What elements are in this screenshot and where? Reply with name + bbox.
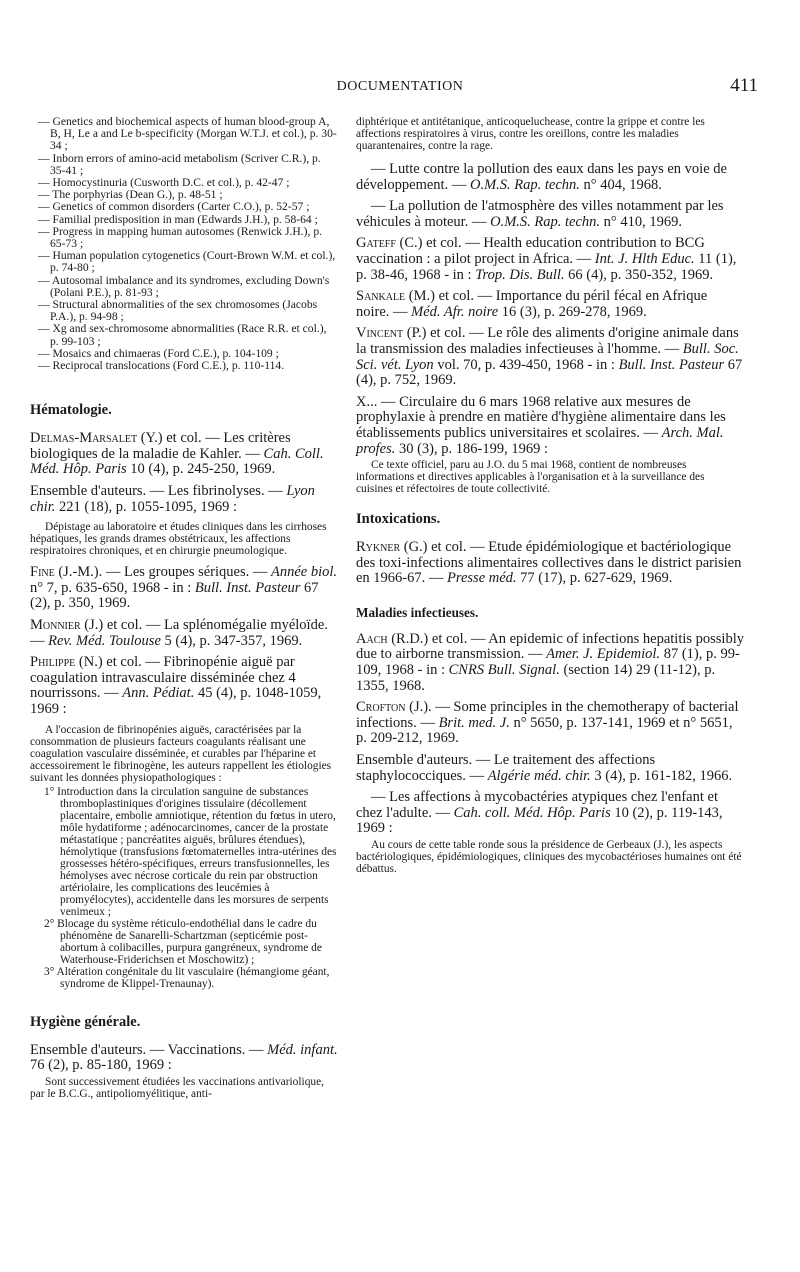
bib-entry-rykner <box>356 540 744 587</box>
bib-entry-vaccinations <box>30 1043 338 1074</box>
entry-ref: (section 14) 29 (11-12), p. 1355, 1968. <box>356 662 716 694</box>
entry-title: Ensemble d'auteurs. — Le traitement des affections staphylococciques. — <box>356 752 656 784</box>
entry-author: Rykner (G.) <box>356 539 428 556</box>
entry-journal: Cah. Coll. Méd. Hôp. Paris <box>30 445 324 478</box>
entry-title: et col. — Les critères biologiques de la maladie de Kahler. — <box>30 430 291 462</box>
bib-entry-vincent <box>356 326 744 388</box>
entry-ref: 3 (4), p. 161-182, 1966. <box>590 767 733 784</box>
list-item: — Xg and sex-chromosome abnormalities (Race R.R. et col.), p. 99-103 ; <box>38 322 327 348</box>
list-item: — Genetics and biochemical aspects of human blood-group A, B, H, Le a and Le b-specificity (Morgan W.T.J. et col.), p. 30-34 ; <box>38 115 337 153</box>
list-item: — Homocystinuria (Cusworth D.C. et col.), p. 42-47 ; <box>38 176 290 190</box>
entry-title: . — Les groupes sériques. — <box>98 564 268 581</box>
entry-note: Au cours de cette table ronde sous la présidence de Gerbeaux (J.), les aspects bactériologiques, épidémiologiques, cliniques des mycobactérioses humaines ont été débattus. <box>356 839 742 875</box>
entry-title: Ensemble d'auteurs. — Vaccinations. — <box>30 1041 264 1058</box>
entry-author: Sankale (M.) <box>356 288 435 305</box>
left-column <box>30 116 338 1108</box>
entry-author: Crofton (J.) <box>356 699 429 716</box>
bib-entry-monnier <box>30 618 338 649</box>
entry-journal: Algérie méd. chir. <box>487 767 591 784</box>
bib-entry-gateff <box>356 236 744 283</box>
entry-note: Sont successivement étudiées les vaccinations antivariolique, par le B.C.G., antipoliomyélitique, anti- <box>30 1075 324 1100</box>
list-item: 3° Altération congénitale du lit vasculaire (hémangiome géant, syndrome de Klippel-Trenaunay). <box>44 965 330 990</box>
entry-journal: Int. J. Hlth Educ. <box>594 250 695 267</box>
entry-author: Philippe (N.) <box>30 654 103 671</box>
entry-ref: 77 (17), p. 627-629, 1969. <box>516 570 673 587</box>
entry-title: Ensemble d'auteurs. — Les fibrinolyses. — <box>30 483 283 500</box>
section-heading-intoxications: Intoxications. <box>356 511 441 528</box>
entry-ref: 66 (4), p. 350-352, 1969. <box>564 266 714 283</box>
entry-ref: 87 (1), p. 99-109, 1968 - in : <box>356 646 740 679</box>
entry-journal: Amer. J. Epidemiol. <box>546 646 661 663</box>
bib-entry-pollution-air <box>356 199 744 230</box>
entry-title: — La pollution de l'atmosphère des villes notamment par les véhicules à moteur. — <box>356 198 724 230</box>
entry-title: — Lutte contre la pollution des eaux dans les pays en voie de développement. — <box>356 161 727 193</box>
list-item: 2° Blocage du système réticulo-endothélial dans le cadre du phénomène de Sanarelli-Schartzman (septicémie post-abortum à colibacilles, purpura gangréneux, syndrome de Waterhouse-Friderichsen et Moschowitz) ; <box>44 917 322 966</box>
entry-ref: n° 404, 1968. <box>579 176 662 193</box>
entry-journal: Presse méd. <box>447 570 517 587</box>
page-header <box>30 75 770 101</box>
entry-ref: 10 (4), p. 245-250, 1969. <box>126 461 276 478</box>
entry-title: et col. — Health education contribution to BCG vaccination : a pilot project in Africa. — <box>356 235 705 267</box>
entry-journal: O.M.S. Rap. techn. <box>490 213 601 230</box>
entry-journal: CNRS Bull. Signal. <box>448 662 560 679</box>
entry-title: et col. — Fibrinopénie aiguë par coagulation intravasculaire disséminée chez 4 nourrissons. — <box>30 654 296 702</box>
bib-entry-fibrinolyses <box>30 484 338 515</box>
bib-entry-pollution-eaux <box>356 162 744 193</box>
entry-journal: Rev. Méd. Toulouse <box>48 632 161 649</box>
bib-entry-circulaire <box>356 395 744 457</box>
page-number: 411 <box>730 75 758 96</box>
entry-ref: 67 (2), p. 350, 1969. <box>30 579 319 612</box>
list-item: — Mosaics and chimaeras (Ford C.E.), p. 104-109 ; <box>38 346 279 360</box>
entry-ref: 30 (3), p. 186-199, 1969 : <box>395 440 548 457</box>
entry-journal: Ann. Pédiat. <box>122 685 195 702</box>
entry-title: — Les affections à mycobactéries atypiques chez l'enfant et chez l'adulte. — <box>356 789 718 821</box>
bib-entry-sankale <box>356 289 744 320</box>
entry-journal: Trop. Dis. Bull. <box>475 266 565 283</box>
genetics-list <box>30 116 338 372</box>
entry-journal: Année biol. <box>270 564 338 581</box>
entry-ref: 67 (4), p. 752, 1969. <box>356 356 743 389</box>
entry-author: Monnier (J.) <box>30 617 104 634</box>
entry-title: . — Some principles in the chemotherapy of bacterial infections. — <box>356 699 739 731</box>
entry-ref: n° 410, 1969. <box>600 213 682 230</box>
entry-title: et col. — An epidemic of infections hepatitis possibly due to airborne transmission. — <box>356 630 744 663</box>
list-item: — Inborn errors of amino-acid metabolism (Scriver C.R.), p. 35-41 ; <box>38 151 321 177</box>
entry-ref: 221 (18), p. 1055-1095, 1969 : <box>55 498 238 515</box>
entry-author: Delmas-Marsalet (Y.) <box>30 430 163 447</box>
entry-journal: Cah. coll. Méd. Hôp. Paris <box>453 804 611 821</box>
entry-note: Dépistage au laboratoire et études cliniques dans les cirrhoses hépatiques, les grands drames obstétricaux, les affections respiratoires chroniques, et en chirurgie pneumologique. <box>30 521 327 558</box>
list-item: — The porphyrias (Dean G.), p. 48-51 ; <box>38 188 223 202</box>
entry-ref: 5 (4), p. 347-357, 1969. <box>160 632 303 649</box>
entry-title: — Circulaire du 6 mars 1968 relative aux mesures de prophylaxie à prendre en matière d'hygiène alimentaire dans les établissements publics universitaires et scolaires. — <box>356 393 726 441</box>
entry-journal: Méd. Afr. noire <box>411 303 499 320</box>
section-heading-hematologie: Hématologie. <box>30 402 112 419</box>
bib-entry-mycobacteries <box>356 790 744 837</box>
entry-journal: Bull. Soc. Sci. vét. Lyon <box>356 340 739 373</box>
entry-title: et col. — La splénomégalie myéloïde. — <box>30 617 328 649</box>
list-item: — Human population cytogenetics (Court-Brown W.M. et col.), p. 74-80 ; <box>38 249 336 275</box>
entry-title: et col. — Etude épidémiologique et bactériologique des toxi-infections alimentaires collectives dans le district parisien en 1966-67. — <box>356 539 742 587</box>
list-item: — Progress in mapping human autosomes (Renwick J.H.), p. 65-73 ; <box>38 224 323 251</box>
bib-entry-delmas <box>30 431 338 478</box>
list-item: — Familial predisposition in man (Edwards J.H.), p. 58-64 ; <box>38 212 318 226</box>
bib-entry-aach <box>356 632 744 694</box>
entry-ref: n° 7, p. 635-650, 1968 - in : <box>30 579 192 596</box>
entry-journal: Arch. Mal. profes. <box>356 424 724 457</box>
running-head: DOCUMENTATION <box>336 79 464 94</box>
entry-note-continued: diphtérique et antitétanique, anticoqueluchease, contre la grippe et contre les affections respiratoires à virus, contre les oreillons, contre les maladies quarantenaires, contre la rage. <box>356 116 705 152</box>
list-item: — Genetics of common disorders (Carter C.O.), p. 52-57 ; <box>38 200 310 214</box>
right-column <box>356 116 744 883</box>
section-heading-maladies-infectieuses: Maladies infectieuses. <box>356 604 479 620</box>
entry-journal: Bull. Inst. Pasteur <box>194 579 301 596</box>
entry-title: et col. — Importance du péril fécal en Afrique noire. — <box>356 288 708 320</box>
entry-author: Aach (R.D.) <box>356 630 429 647</box>
entry-note: Ce texte officiel, paru au J.O. du 5 mai 1968, contient de nombreuses informations et directives applicables à l'organisation et à la surveillance des cuisines et réfectoires de toute collectivité. <box>356 459 705 496</box>
entry-author: Vincent (P.) <box>356 325 427 342</box>
section-heading-hygiene: Hygiène générale. <box>30 1013 141 1030</box>
list-item: — Reciprocal translocations (Ford C.E.), p. 110-114. <box>38 359 285 373</box>
entry-ref: vol. 70, p. 439-450, 1968 - in : <box>433 356 615 373</box>
entry-ref: n° 5650, p. 137-141, 1969 et n° 5651, p. 209-212, 1969. <box>356 714 733 747</box>
entry-ref: 11 (1), p. 38-46, 1968 - in : <box>356 250 737 283</box>
entry-journal: O.M.S. Rap. techn. <box>469 176 580 193</box>
bib-entry-crofton <box>356 700 744 747</box>
entry-author: Gateff (C.) <box>356 235 423 252</box>
list-item: 1° Introduction dans la circulation sanguine de substances thromboplastiniques d'origines tissulaire (décollement placentaire, embolie amniotique, rétention du fœtus in utero, môle hydatiforme ; adénocarcinomes, cancer de la prostate métastatique ; pancréatites aiguës, brûlures étendues), hémolytique (transfusions fœtomaternelles intra-utérines des grossesses hétéro-spécifiques, erreurs transfusionnelles, les hémolyses avec nécrose corticale du rein par obstruction artériolaire, les complications des leucémies à promyélocytes), accidentelle dans les morsures de serpents venimeux ; <box>44 785 337 918</box>
entry-ref: 10 (2), p. 119-143, 1969 : <box>356 804 723 837</box>
entry-ref: 16 (3), p. 269-278, 1969. <box>498 303 647 320</box>
entry-journal: Bull. Inst. Pasteur <box>618 356 725 373</box>
bib-entry-philippe <box>30 655 338 717</box>
bib-entry-staphylococciques <box>356 753 744 784</box>
entry-ref: 45 (4), p. 1048-1059, 1969 : <box>30 685 322 717</box>
entry-title: et col. — Le rôle des aliments d'origine animale dans la transmission des maladies infectieuses à l'homme. — <box>356 325 739 357</box>
entry-author: X... <box>356 393 378 410</box>
list-item: — Structural abnormalities of the sex chromosomes (Jacobs P.A.), p. 94-98 ; <box>38 298 318 324</box>
list-item: — Autosomal imbalance and its syndromes, excluding Down's (Polani P.E.), p. 81-93 ; <box>38 273 330 299</box>
bib-entry-fine <box>30 565 338 612</box>
entry-author: Fine (J.-M.) <box>30 564 99 581</box>
entry-journal: Lyon chir. <box>30 483 315 515</box>
entry-journal: Méd. infant. <box>267 1041 338 1058</box>
entry-ref: 76 (2), p. 85-180, 1969 : <box>30 1057 172 1074</box>
entry-note: A l'occasion de fibrinopénies aiguës, caractérisées par la consommation de plusieurs facteurs coagulants réalisant une coagulation vasculaire disséminée, et curables par l'héparine et accessoirement le fibrinogène, les auteurs rappellent les étiologies suivant les données physiopathologiques : <box>30 723 332 784</box>
entry-journal: Brit. med. J. <box>438 714 510 731</box>
